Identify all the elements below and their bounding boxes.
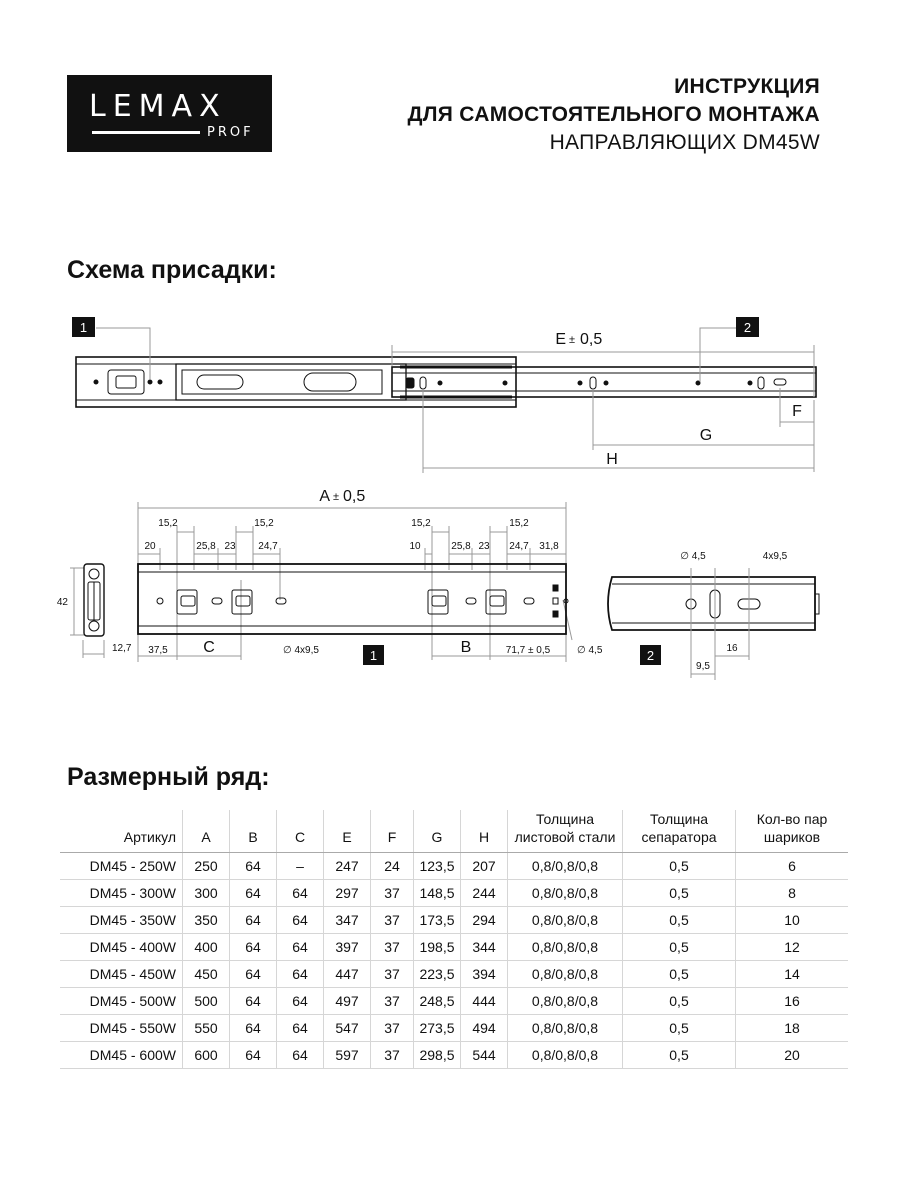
schema-heading: Схема присадки: [67, 256, 277, 284]
cell-e: 597 [324, 1042, 371, 1069]
logo-bar [92, 131, 200, 134]
cell-f: 37 [371, 880, 414, 907]
col-b: B [230, 810, 277, 853]
cell-balls: 12 [736, 934, 849, 961]
label-b: B [460, 639, 472, 656]
cell-balls: 20 [736, 1042, 849, 1069]
dim-24-7-b: 24,7 [509, 541, 529, 552]
col-e: E [324, 810, 371, 853]
sizes-table [60, 810, 848, 1069]
col-separator: Толщина сепаратора [623, 810, 736, 853]
cell-h: 394 [461, 961, 508, 988]
cell-steel: 0,8/0,8/0,8 [508, 1042, 623, 1069]
cell-separator: 0,5 [623, 1015, 736, 1042]
dim-25-8-b: 25,8 [451, 541, 471, 552]
dim-23-b: 23 [478, 541, 490, 552]
detail-dim-9-5: 9,5 [696, 661, 710, 672]
col-c: C [277, 810, 324, 853]
cell-c: – [277, 853, 324, 880]
cell-c: 64 [277, 988, 324, 1015]
cell-steel: 0,8/0,8/0,8 [508, 880, 623, 907]
cell-h: 244 [461, 880, 508, 907]
cell-steel: 0,8/0,8/0,8 [508, 961, 623, 988]
table-row [60, 1042, 848, 1069]
cell-a: 550 [183, 1015, 230, 1042]
label-h: H [606, 451, 618, 468]
label-g: G [699, 427, 713, 444]
cell-e: 347 [324, 907, 371, 934]
title-line-3: НАПРАВЛЯЮЩИХ DM45W [549, 131, 820, 154]
cell-e: 247 [324, 853, 371, 880]
cell-g: 173,5 [414, 907, 461, 934]
title-line-1: ИНСТРУКЦИЯ [674, 75, 820, 98]
table-row [60, 853, 848, 880]
hole-4x9-5: ∅ 4x9,5 [283, 645, 319, 656]
cell-article: DM45 - 500W [60, 988, 183, 1015]
cell-b: 64 [230, 880, 277, 907]
label-a: A [319, 488, 330, 505]
cell-balls: 10 [736, 907, 849, 934]
cell-article: DM45 - 550W [60, 1015, 183, 1042]
marker-1: 1 [79, 320, 88, 335]
cell-a: 400 [183, 934, 230, 961]
cell-g: 298,5 [414, 1042, 461, 1069]
cell-e: 397 [324, 934, 371, 961]
cell-g: 198,5 [414, 934, 461, 961]
label-a-tol: ± [333, 491, 340, 503]
cell-steel: 0,8/0,8/0,8 [508, 934, 623, 961]
dim-31-8: 31,8 [539, 541, 559, 552]
logo [67, 75, 272, 152]
dim-10: 10 [409, 541, 421, 552]
cell-steel: 0,8/0,8/0,8 [508, 907, 623, 934]
cell-b: 64 [230, 907, 277, 934]
col-g: G [414, 810, 461, 853]
dim-12-7: 12,7 [112, 643, 132, 654]
cell-b: 64 [230, 934, 277, 961]
sizes-heading: Размерный ряд: [67, 763, 270, 791]
cell-g: 148,5 [414, 880, 461, 907]
cell-b: 64 [230, 1042, 277, 1069]
dim-71-7: 71,7 ± 0,5 [505, 645, 551, 656]
logo-brand: LEMAX [89, 89, 227, 124]
cell-balls: 16 [736, 988, 849, 1015]
sizes-header-row [60, 810, 848, 853]
outer-mount-tab [108, 370, 144, 394]
dim-15-2-c: 15,2 [411, 518, 431, 529]
cell-a: 350 [183, 907, 230, 934]
cell-c: 64 [277, 880, 324, 907]
cell-separator: 0,5 [623, 907, 736, 934]
dim-15-2-b: 15,2 [254, 518, 274, 529]
cell-c: 64 [277, 934, 324, 961]
detail-2-drawing [608, 577, 819, 630]
label-f: F [792, 403, 802, 420]
cell-balls: 14 [736, 961, 849, 988]
dim-24-7-a: 24,7 [258, 541, 278, 552]
cell-balls: 6 [736, 853, 849, 880]
cell-h: 444 [461, 988, 508, 1015]
cell-separator: 0,5 [623, 853, 736, 880]
middle-rail [176, 364, 406, 400]
detail-marker-2: 2 [646, 648, 655, 663]
cell-article: DM45 - 450W [60, 961, 183, 988]
cell-c: 64 [277, 961, 324, 988]
detail-dim-16: 16 [726, 643, 738, 654]
cell-c: 64 [277, 1042, 324, 1069]
cell-separator: 0,5 [623, 961, 736, 988]
cell-f: 24 [371, 853, 414, 880]
cell-article: DM45 - 300W [60, 880, 183, 907]
side-marker-1: 1 [369, 648, 378, 663]
cell-f: 37 [371, 934, 414, 961]
detail-hole-4x9-5: 4x9,5 [762, 551, 788, 562]
cell-h: 294 [461, 907, 508, 934]
cell-g: 248,5 [414, 988, 461, 1015]
cell-e: 547 [324, 1015, 371, 1042]
rail-side-drawing [0, 480, 900, 690]
cell-b: 64 [230, 988, 277, 1015]
col-h: H [461, 810, 508, 853]
cell-c: 64 [277, 907, 324, 934]
cell-g: 123,5 [414, 853, 461, 880]
cell-separator: 0,5 [623, 880, 736, 907]
hole-4-5: ∅ 4,5 [577, 645, 603, 656]
cell-g: 223,5 [414, 961, 461, 988]
table-row [60, 961, 848, 988]
dim-42: 42 [56, 597, 68, 608]
col-f: F [371, 810, 414, 853]
document-title [407, 73, 820, 157]
rail-top-drawing [0, 300, 900, 480]
cell-e: 297 [324, 880, 371, 907]
cell-steel: 0,8/0,8/0,8 [508, 988, 623, 1015]
cell-article: DM45 - 600W [60, 1042, 183, 1069]
col-a: A [183, 810, 230, 853]
cell-separator: 0,5 [623, 1042, 736, 1069]
cell-article: DM45 - 350W [60, 907, 183, 934]
col-steel: Толщина листовой стали [508, 810, 623, 853]
table-row [60, 880, 848, 907]
end-profile [84, 564, 104, 636]
cell-f: 37 [371, 1015, 414, 1042]
cell-balls: 18 [736, 1015, 849, 1042]
dim-15-2-d: 15,2 [509, 518, 529, 529]
col-balls: Кол-во пар шариков [736, 810, 849, 853]
cell-h: 494 [461, 1015, 508, 1042]
cell-f: 37 [371, 1042, 414, 1069]
cell-a: 450 [183, 961, 230, 988]
cell-b: 64 [230, 853, 277, 880]
dim-37-5: 37,5 [148, 645, 168, 656]
cell-separator: 0,5 [623, 988, 736, 1015]
cell-a: 300 [183, 880, 230, 907]
cell-a: 600 [183, 1042, 230, 1069]
title-line-2: ДЛЯ САМОСТОЯТЕЛЬНОГО МОНТАЖА [407, 103, 820, 126]
dim-20: 20 [144, 541, 156, 552]
cell-b: 64 [230, 961, 277, 988]
cell-f: 37 [371, 961, 414, 988]
cell-separator: 0,5 [623, 934, 736, 961]
label-e-val: 0,5 [580, 331, 603, 348]
cell-c: 64 [277, 1015, 324, 1042]
detail-hole-4-5: ∅ 4,5 [680, 551, 706, 562]
cell-e: 447 [324, 961, 371, 988]
cell-f: 37 [371, 988, 414, 1015]
cell-a: 250 [183, 853, 230, 880]
table-row [60, 934, 848, 961]
label-a-val: 0,5 [343, 488, 366, 505]
cell-article: DM45 - 250W [60, 853, 183, 880]
cell-balls: 8 [736, 880, 849, 907]
cell-h: 344 [461, 934, 508, 961]
cell-e: 497 [324, 988, 371, 1015]
col-article: Артикул [60, 810, 183, 853]
label-c: C [203, 639, 215, 656]
cell-b: 64 [230, 1015, 277, 1042]
cell-steel: 0,8/0,8/0,8 [508, 853, 623, 880]
table-row [60, 907, 848, 934]
dim-25-8-a: 25,8 [196, 541, 216, 552]
cell-a: 500 [183, 988, 230, 1015]
table-row [60, 988, 848, 1015]
cell-h: 544 [461, 1042, 508, 1069]
table-row [60, 1015, 848, 1042]
label-e: E [555, 331, 566, 348]
cell-steel: 0,8/0,8/0,8 [508, 1015, 623, 1042]
rail-side-body [138, 564, 566, 634]
cell-h: 207 [461, 853, 508, 880]
cell-g: 273,5 [414, 1015, 461, 1042]
logo-sub: PROF [207, 125, 254, 140]
marker-2: 2 [743, 320, 752, 335]
label-e-tol: ± [569, 334, 576, 346]
cell-article: DM45 - 400W [60, 934, 183, 961]
dim-23-a: 23 [224, 541, 236, 552]
cell-f: 37 [371, 907, 414, 934]
dim-15-2-a: 15,2 [158, 518, 178, 529]
